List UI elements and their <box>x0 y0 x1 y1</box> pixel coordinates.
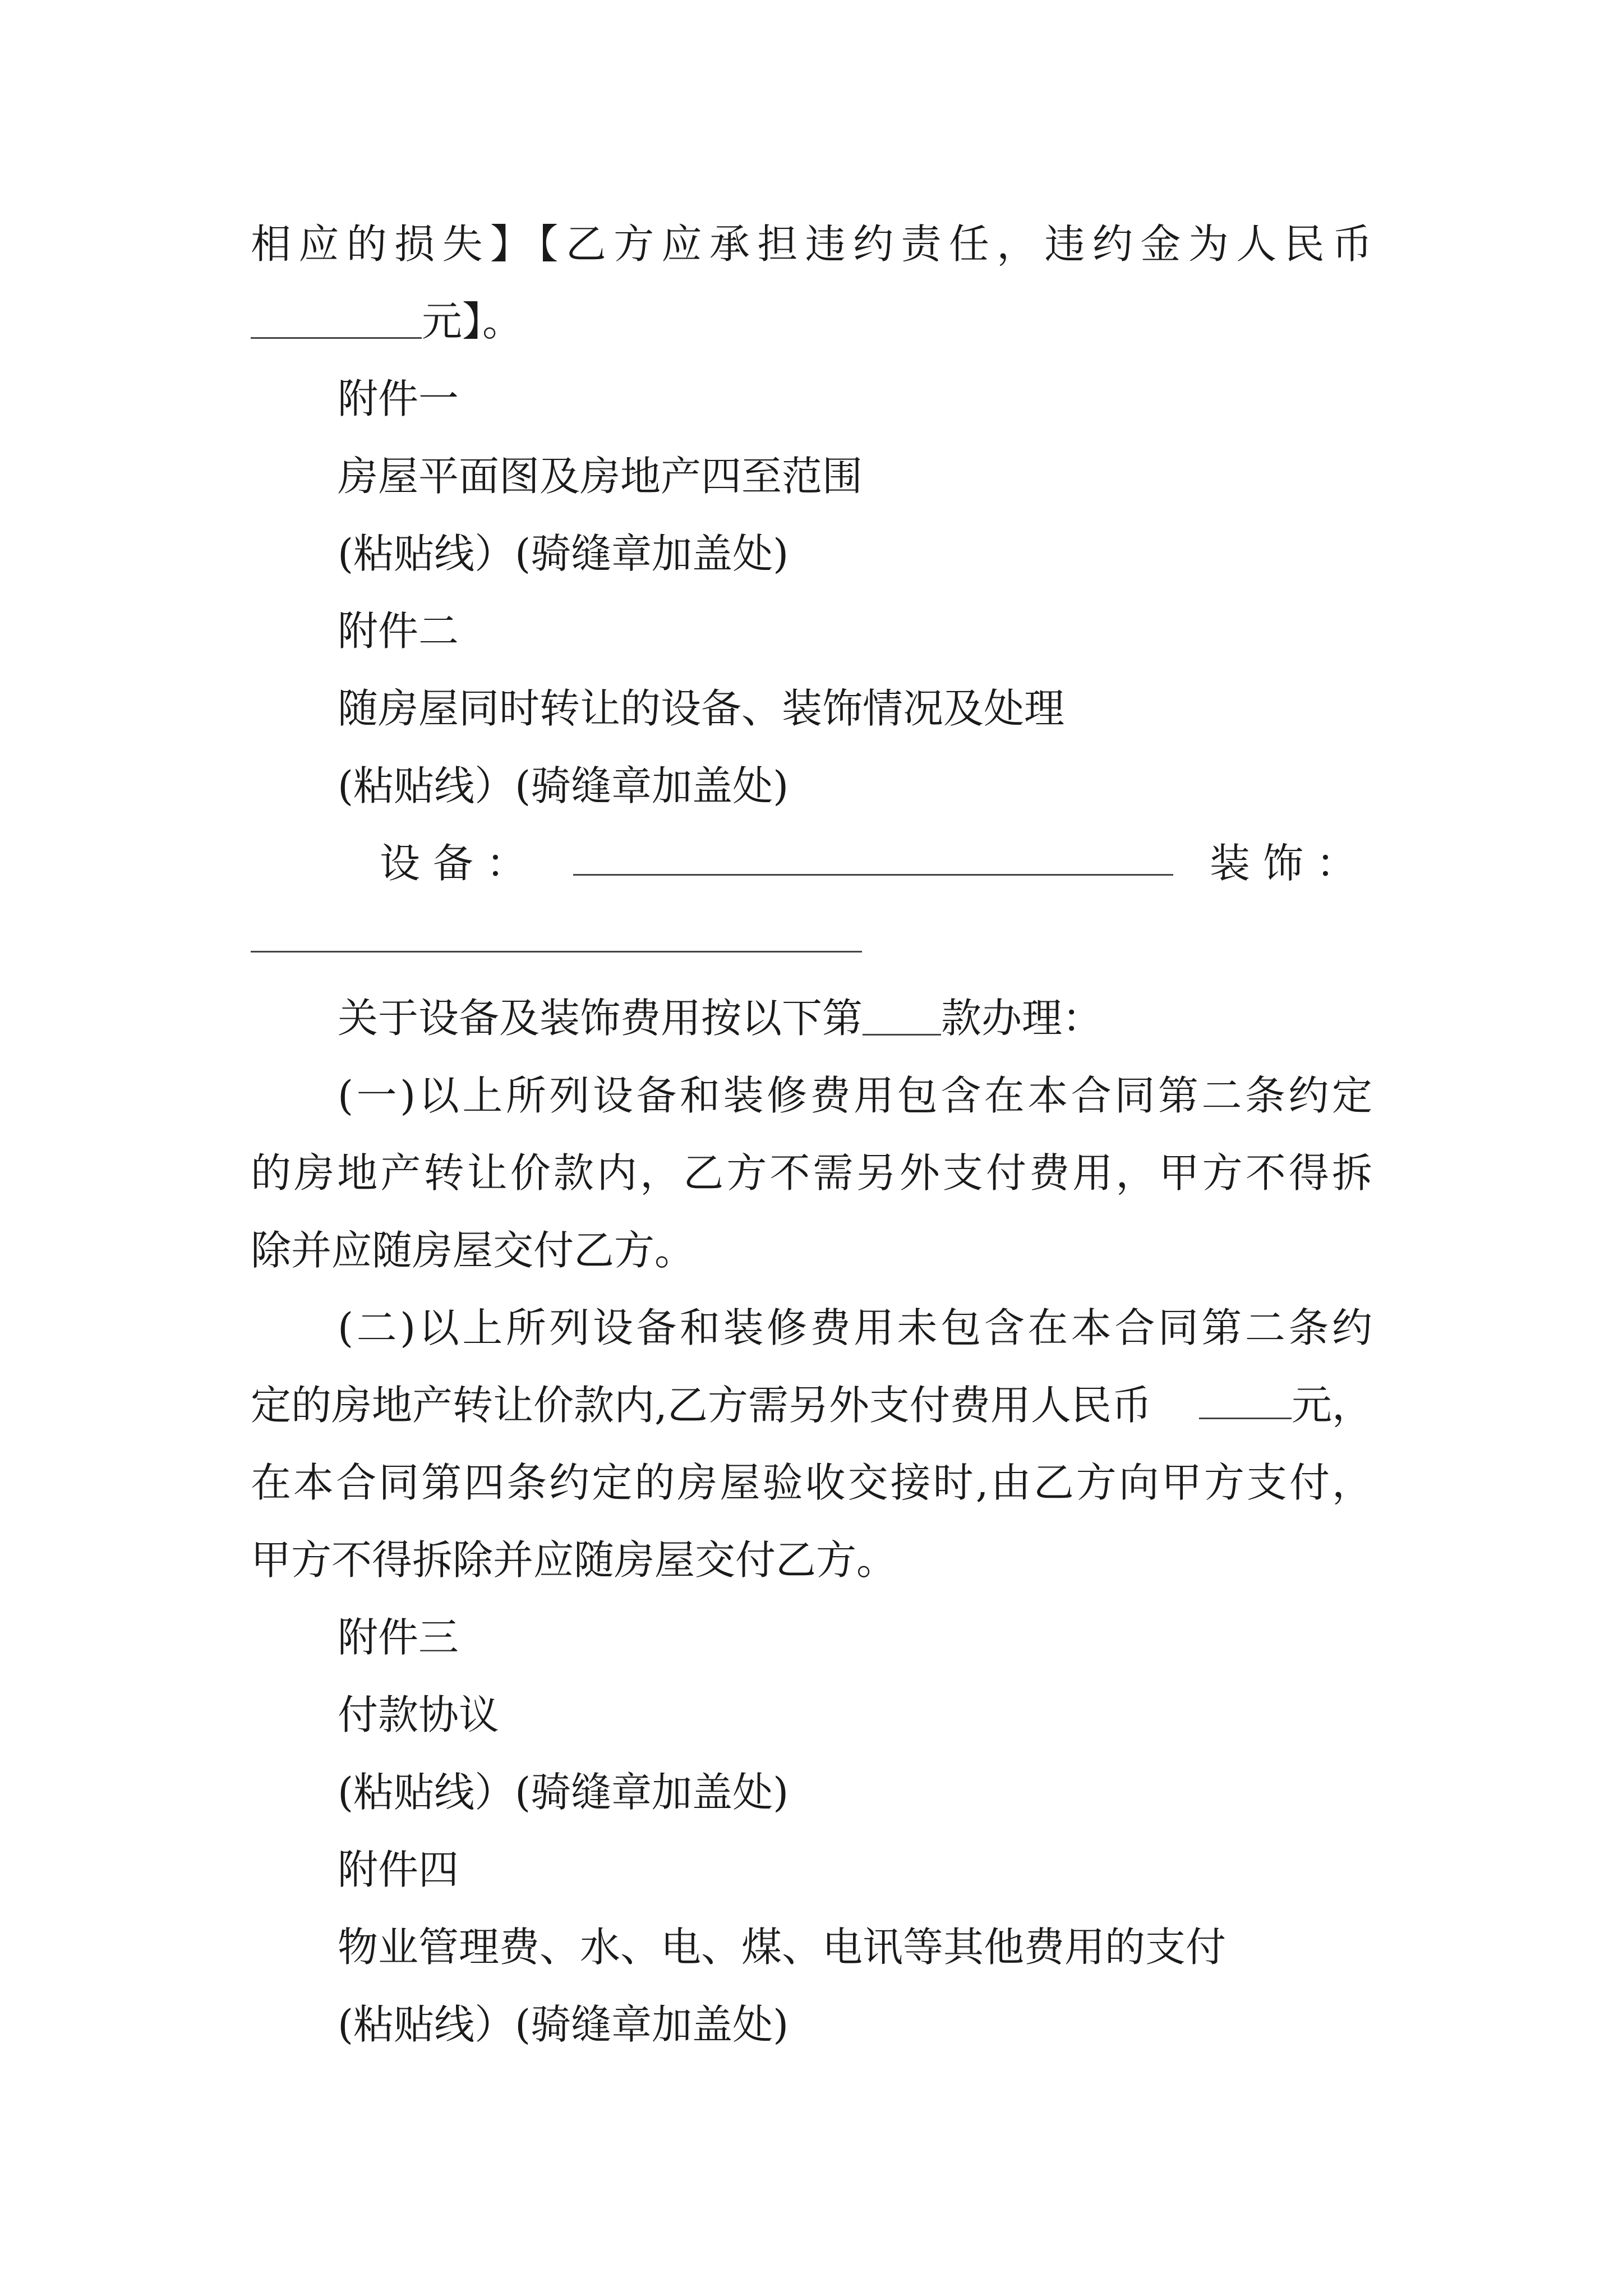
clause-line-2 <box>251 283 523 360</box>
attachment-1-paste-note: (粘贴线）(骑缝章加盖处) <box>338 530 789 577</box>
equipment-label: 设 备 ： <box>380 840 527 887</box>
option-2-line-4: 甲方不得拆除并应随房屋交付乙方。 <box>251 1536 897 1584</box>
attachment-4-paste-note: (粘贴线）(骑缝章加盖处) <box>338 2001 789 2048</box>
fee-method-pre: 关于设备及装饰费用按以下第 <box>338 995 863 1042</box>
attachment-3-name: 付款协议 <box>338 1691 500 1738</box>
amount-blank <box>251 303 422 339</box>
option-2-line-2 <box>251 1366 1372 1444</box>
attachment-4-name: 物业管理费、水、电、煤、电讯等其他费用的支付 <box>338 1924 1227 1971</box>
attachment-3-title: 附件三 <box>338 1614 459 1661</box>
attachment-1-title: 附件一 <box>338 375 459 422</box>
clause-line-1: 相应的损失】【乙方应承担违约责任，违约金为人民币 <box>251 220 1372 268</box>
equipment-blank-line <box>573 874 1173 876</box>
attachment-1-name: 房屋平面图及房地产四至范围 <box>338 453 863 500</box>
attachment-2-paste-note: (粘贴线）(骑缝章加盖处) <box>338 762 789 809</box>
extra-fee-blank <box>1199 1384 1292 1419</box>
clause-line-2-tail: 元】。 <box>422 298 523 345</box>
option-2-line-2-post: 元， <box>1291 1382 1372 1429</box>
clause-number-blank <box>863 1000 941 1036</box>
attachment-2-name: 随房屋同时转让的设备、装饰情况及处理 <box>338 685 1065 732</box>
option-2-line-2-pre: 定的房地产转让价款内,乙方需另外支付费用人民币 <box>251 1382 1152 1429</box>
option-1-line-2: 的房地产转让价款内，乙方不需另外支付费用，甲方不得拆 <box>251 1149 1372 1197</box>
attachment-4-title: 附件四 <box>338 1846 459 1893</box>
attachment-3-paste-note: (粘贴线）(骑缝章加盖处) <box>338 1769 789 1816</box>
fee-method-line <box>338 979 1103 1057</box>
fee-method-post: 款办理： <box>941 995 1103 1042</box>
option-2-line-3: 在本合同第四条约定的房屋验收交接时,由乙方向甲方支付， <box>251 1459 1372 1506</box>
attachment-2-title: 附件二 <box>338 608 459 655</box>
option-2-line-1: (二)以上所列设备和装修费用未包含在本合同第二条约 <box>338 1304 1372 1351</box>
decoration-label: 装 饰 ： <box>1210 840 1357 887</box>
option-2-amount-group <box>1199 1366 1372 1444</box>
decoration-blank-line <box>251 951 862 953</box>
option-1-line-1: (一)以上所列设备和装修费用包含在本合同第二条约定 <box>338 1072 1372 1119</box>
option-1-line-3: 除并应随房屋交付乙方。 <box>251 1227 695 1274</box>
